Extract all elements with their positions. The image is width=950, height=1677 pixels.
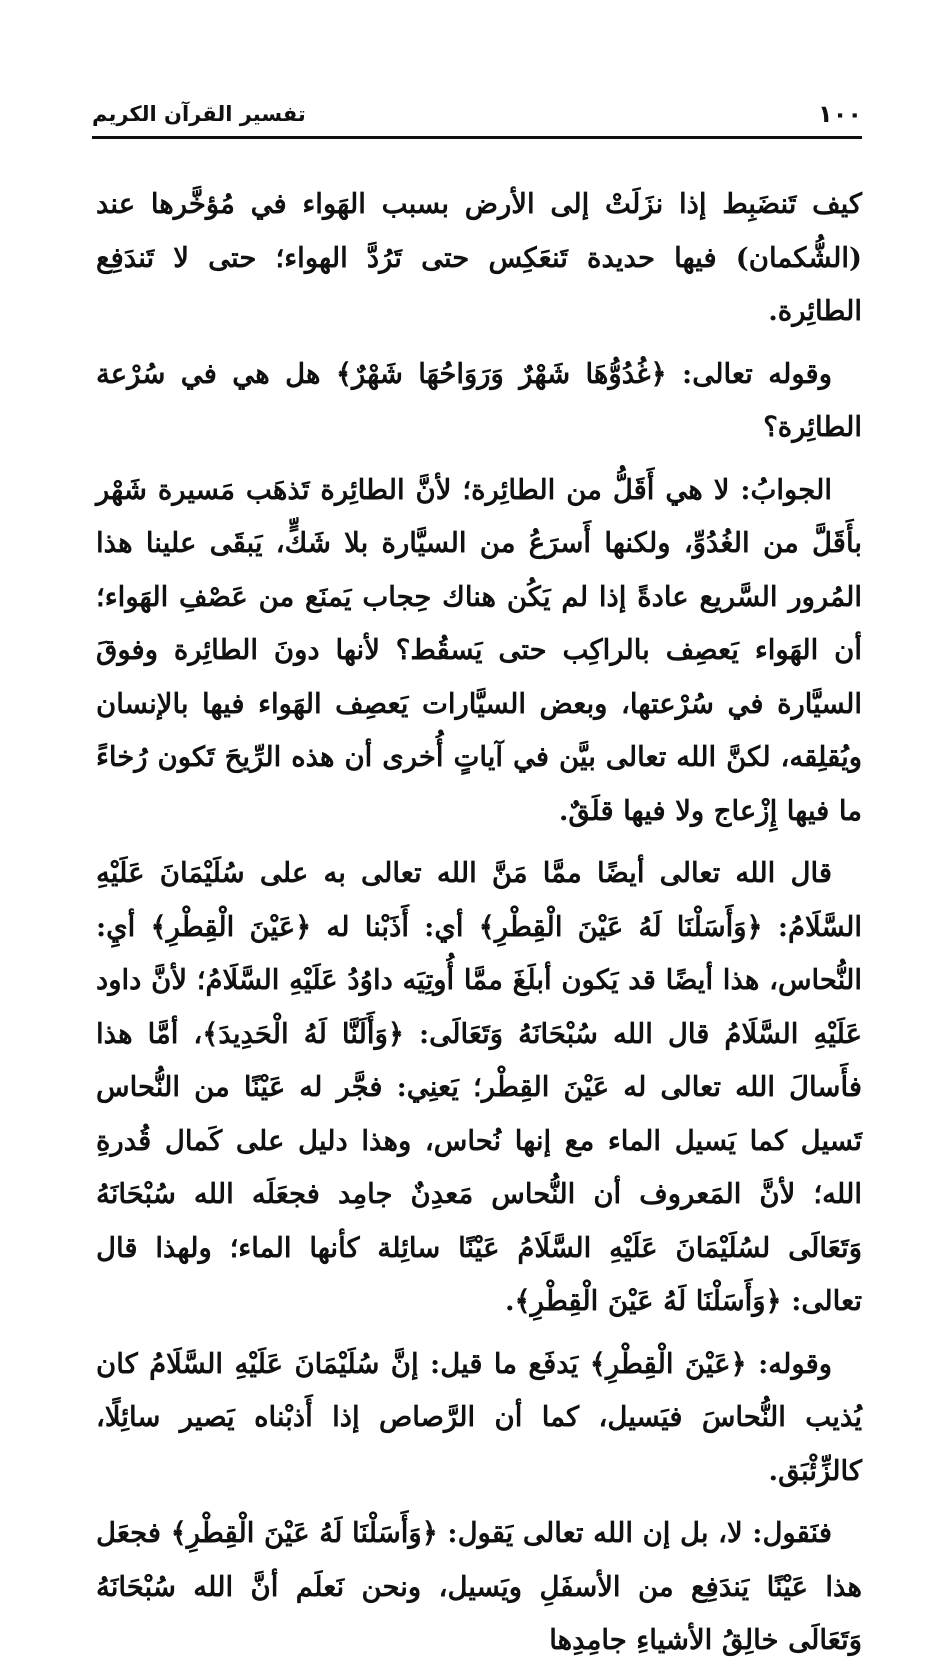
page-number: ١٠٠ — [818, 100, 862, 128]
page-body — [96, 178, 862, 1677]
running-title: تفسير القرآن الكريم — [92, 102, 306, 126]
paragraph: وقوله تعالى: ﴿غُدُوُّهَا شَهْرٌ وَرَوَاحُهَا شَهْرٌ﴾ هل هي في سُرْعة الطائِرة؟ — [96, 357, 862, 443]
paragraph: الجوابُ: لا هي أَقَلُّ من الطائِرة؛ لأنَّ الطائِرة تَذهَب مَسيرة شَهْر بأَقَلَّ من الغُدُوِّ، ولكنها أَسرَعُ من السيَّارة بلا شَكٍّ، يَبقَى علينا هذا المُرور السَّريع عادةً إذا لم يَكُن هناك حِجاب يَمنَع من عَصْفِ الهَواء؛ أن الهَواء يَعصِف بالراكِب حتى يَسقُط؟ لأنها دونَ الطائِرة وفوقَ السيَّارة في سُرْعتها، وبعض السيَّارات يَعصِف الهَواء فيها بالإنسان ويُقلِقه، لكنَّ الله تعالى بيَّن في آياتٍ أُخرى أن هذه الرِّيحَ تَكون رُخاءً ما فيها إِزْعاج ولا فيها قلَقٌ. — [96, 473, 862, 827]
page-header — [92, 96, 862, 136]
paragraph: قال الله تعالى أيضًا ممَّا مَنَّ الله تعالى به على سُلَيْمَانَ عَلَيْهِ السَّلَامُ: ﴿وَأَسَلْنَا لَهُ عَيْنَ الْقِطْرِ﴾ أي: أَذَبْنا له ﴿عَيْنَ الْقِطْرِ﴾ أيِ: النُّحاس، هذا أيضًا قد يَكون أبلَغَ ممَّا أُوتِيَه داوُدُ عَلَيْهِ السَّلَامُ؛ لأنَّ داود عَلَيْهِ السَّلَامُ قال الله سُبْحَانَهُ وَتَعَالَى: ﴿وَأَلَنَّا لَهُ الْحَدِيدَ﴾، أمَّا هذا فأَسالَ الله تعالى له عَيْنَ القِطْر؛ يَعنِي: فجَّر له عَيْنًا من النُّحاس تَسيل كما يَسيل الماء مع إنها نُحاس، وهذا دليل على كَمال قُدرةِ الله؛ لأنَّ المَعروف أن النُّحاس مَعدِنٌ جامِد فجعَلَه الله سُبْحَانَهُ وَتَعَالَى لسُلَيْمَانَ عَلَيْهِ السَّلَامُ عَيْنًا سائِلة كأنها الماء؛ ولهذا قال تعالى: ﴿وَأَسَلْنَا لَهُ عَيْنَ الْقِطْرِ﴾. — [96, 857, 862, 1317]
paragraph: وقوله: ﴿عَيْنَ الْقِطْرِ﴾ يَدفَع ما قيل: إنَّ سُلَيْمَانَ عَلَيْهِ السَّلَامُ كان يُذيب النُّحاسَ فيَسيل، كما أن الرَّصاص إذا أَذبْناه يَصير سائِلًا، كالزِّئْبَق. — [96, 1347, 862, 1487]
header-rule — [92, 136, 862, 139]
paragraph: كيف تَنضَبِط إذا نزَلَتْ إلى الأرض بسبب الهَواء في مُؤخَّرها عند (الشُّكمان) فيها حديدة تَنعَكِس حتى تَرُدَّ الهواء؛ حتى لا تَندَفِع الطائِرة. — [96, 188, 862, 327]
paragraph: فنَقول: لا، بل إن الله تعالى يَقول: ﴿وَأَسَلْنَا لَهُ عَيْنَ الْقِطْرِ﴾ فجعَل هذا عَيْنًا يَندَفِع من الأسفَلِ ويَسيل، ونحن نَعلَم أنَّ الله سُبْحَانَهُ وَتَعَالَى خالِقُ الأشياءِ جامِدِها — [96, 1517, 862, 1656]
